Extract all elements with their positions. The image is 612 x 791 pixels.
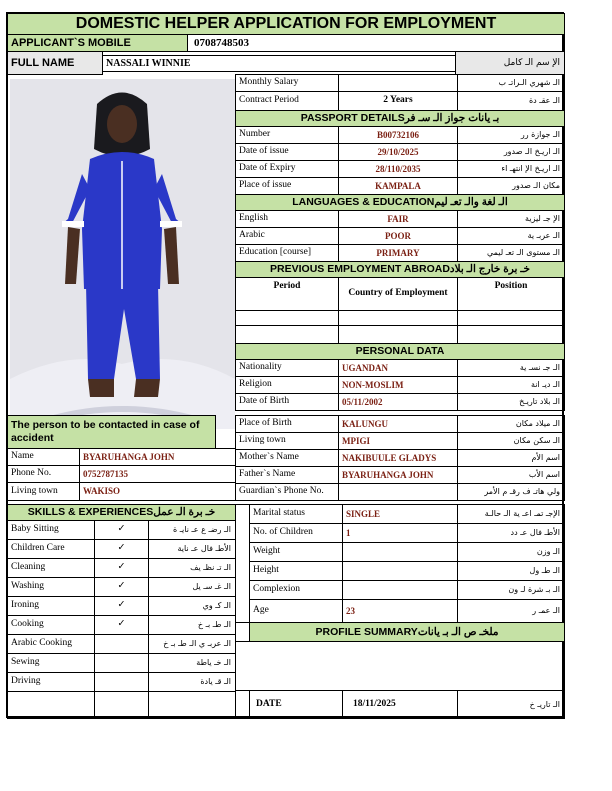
complexion-arabic: الـ بـ شرة لـ ون bbox=[457, 580, 565, 600]
full-name-value: NASSALI WINNIE bbox=[102, 55, 456, 72]
passport-place-value: KAMPALA bbox=[338, 177, 458, 195]
date-arabic: الـ تاريـ خ bbox=[457, 690, 565, 719]
skill-children-care-arabic: الأطـ فال عـ ناية bbox=[148, 539, 236, 559]
emergency-contact-header: The person to be contacted in case of accident bbox=[7, 415, 216, 449]
skill-baby-sitting-check: ✓ bbox=[94, 520, 149, 540]
skill-sewing-label: Sewing bbox=[7, 653, 95, 673]
previous-employment-header: PREVIOUS EMPLOYMENT ABROADخـ برة خارج الـ بلاد bbox=[235, 261, 565, 278]
skill-cleaning-arabic: الـ تـ نظـ يف bbox=[148, 558, 236, 578]
monthly-salary-value bbox=[338, 74, 458, 92]
age-label: Age bbox=[249, 599, 343, 623]
skill-driving-arabic: الـ قـ يادة bbox=[148, 672, 236, 692]
mobile-label: APPLICANT`S MOBILE bbox=[7, 34, 188, 52]
skill-blank-arabic bbox=[148, 691, 236, 719]
passport-place-label: Place of issue bbox=[235, 177, 339, 195]
children-count-arabic: الأطـ فال عـ دد bbox=[457, 523, 565, 543]
skill-baby-sitting-arabic: الـ رضـ ع عـ نايـ ة bbox=[148, 520, 236, 540]
age-value: 23 bbox=[342, 599, 458, 623]
education-value: PRIMARY bbox=[338, 244, 458, 262]
skills-header: SKILLS & EXPERIENCESخـ برة الـ عمل bbox=[7, 504, 236, 521]
marital-status-label: Marital status bbox=[249, 504, 343, 524]
religion-value: NON-MOSLIM bbox=[338, 376, 458, 394]
employment-row-1-period bbox=[235, 310, 339, 326]
passport-issue-date-value: 29/10/2025 bbox=[338, 143, 458, 161]
applicant-photo bbox=[10, 79, 235, 429]
passport-issue-date-label: Date of issue bbox=[235, 143, 339, 161]
date-of-birth-value: 05/11/2002 bbox=[338, 393, 458, 411]
date-spacer-cell bbox=[235, 690, 250, 719]
contract-period-value: 2 Years bbox=[338, 91, 458, 111]
english-label: English bbox=[235, 210, 339, 228]
monthly-salary-arabic: الـ شهري الـراتـ ب bbox=[457, 74, 565, 92]
employment-row-2-country bbox=[338, 325, 458, 344]
applicant-photo-image bbox=[10, 79, 235, 429]
mother-name-label: Mother`s Name bbox=[235, 449, 339, 467]
contact-town-value: WAKISO bbox=[79, 482, 236, 501]
profile-summary-body bbox=[235, 641, 565, 691]
arabic-value: POOR bbox=[338, 227, 458, 245]
personal-data-header: PERSONAL DATA bbox=[235, 343, 565, 360]
skill-cooking-arabic: الـ طـ بـ خ bbox=[148, 615, 236, 635]
arabic-label: Arabic bbox=[235, 227, 339, 245]
skill-ironing-arabic: الـ كـ وي bbox=[148, 596, 236, 616]
nationality-arabic: الـ جـ نسـ ية bbox=[457, 359, 565, 377]
children-count-label: No. of Children bbox=[249, 523, 343, 543]
contract-period-arabic: الـ عقـ دة bbox=[457, 91, 565, 111]
contact-name-label: Name bbox=[7, 448, 80, 466]
application-form bbox=[6, 12, 564, 718]
complexion-value bbox=[342, 580, 458, 600]
education-arabic: الـ مستوى الـ تعـ ليمي bbox=[457, 244, 565, 262]
skill-blank-check bbox=[94, 691, 149, 719]
height-label: Height bbox=[249, 561, 343, 581]
height-arabic: الـ طـ ول bbox=[457, 561, 565, 581]
children-count-value: 1 bbox=[342, 523, 458, 543]
skill-blank-row bbox=[7, 691, 95, 719]
passport-number-value: B00732106 bbox=[338, 126, 458, 144]
mother-name-arabic: اسم الأم bbox=[457, 449, 565, 467]
passport-expiry-label: Date of Expiry bbox=[235, 160, 339, 178]
skill-sewing-check bbox=[94, 653, 149, 673]
summary-spacer-cell bbox=[235, 622, 250, 642]
living-town-value: MPIGI bbox=[338, 432, 458, 450]
country-column-header: Country of Employment bbox=[338, 277, 458, 311]
contract-period-label: Contract Period bbox=[235, 91, 339, 111]
skill-washing-label: Washing bbox=[7, 577, 95, 597]
marital-status-arabic: الإجـ تمـ اعـ ية الـ حالـة bbox=[457, 504, 565, 524]
skill-children-care-label: Children Care bbox=[7, 539, 95, 559]
date-value: 18/11/2025 bbox=[342, 690, 458, 719]
passport-place-arabic: مكان الـ صدور bbox=[457, 177, 565, 195]
skill-cooking-check: ✓ bbox=[94, 615, 149, 635]
profile-summary-header: PROFILE SUMMARYملخـ ص الـ بـ يانات bbox=[249, 622, 565, 642]
skill-baby-sitting-label: Baby Sitting bbox=[7, 520, 95, 540]
guardian-phone-arabic: ولي هاتـ ف رقـ م الأمر bbox=[457, 483, 565, 501]
age-arabic: الـ عمـ ر bbox=[457, 599, 565, 623]
monthly-salary-label: Monthly Salary bbox=[235, 74, 339, 92]
passport-header: PASSPORT DETAILSبـ يانات جواز الـ سـ فر bbox=[235, 110, 565, 127]
contact-phone-label: Phone No. bbox=[7, 465, 80, 483]
skill-ironing-check: ✓ bbox=[94, 596, 149, 616]
guardian-phone-label: Guardian`s Phone No. bbox=[235, 483, 339, 501]
skill-children-care-check: ✓ bbox=[94, 539, 149, 559]
skill-washing-arabic: الـ غـ سـ يل bbox=[148, 577, 236, 597]
form-title: DOMESTIC HELPER APPLICATION FOR EMPLOYMENT bbox=[7, 13, 565, 35]
english-value: FAIR bbox=[338, 210, 458, 228]
religion-label: Religion bbox=[235, 376, 339, 394]
weight-arabic: الـ وزن bbox=[457, 542, 565, 562]
full-name-label: FULL NAME bbox=[7, 51, 103, 75]
education-label: Education [course] bbox=[235, 244, 339, 262]
employment-row-1-country bbox=[338, 310, 458, 326]
nationality-label: Nationality bbox=[235, 359, 339, 377]
passport-number-arabic: الـ جوازة رر bbox=[457, 126, 565, 144]
skill-washing-check: ✓ bbox=[94, 577, 149, 597]
employment-row-2-period bbox=[235, 325, 339, 344]
date-label: DATE bbox=[249, 690, 343, 719]
skill-sewing-arabic: الـ خـ ياطة bbox=[148, 653, 236, 673]
contact-name-value: BYARUHANGA JOHN bbox=[79, 448, 236, 466]
mobile-value: 0708748503 bbox=[187, 34, 565, 52]
contact-town-label: Living town bbox=[7, 482, 80, 501]
period-column-header: Period bbox=[235, 277, 339, 311]
father-name-label: Father`s Name bbox=[235, 466, 339, 484]
date-of-birth-arabic: الـ بلاد تاريـخ bbox=[457, 393, 565, 411]
marital-status-value: SINGLE bbox=[342, 504, 458, 524]
weight-label: Weight bbox=[249, 542, 343, 562]
full-name-arabic: الإ سم الـ كامل bbox=[455, 51, 565, 75]
mother-name-value: NAKIBUULE GLADYS bbox=[338, 449, 458, 467]
skill-arabic-cooking-arabic: الـ عربـ ي الـ طـ بـ خ bbox=[148, 634, 236, 654]
place-of-birth-value: KALUNGU bbox=[338, 415, 458, 433]
place-of-birth-arabic: الـ ميلاد مكان bbox=[457, 415, 565, 433]
weight-value bbox=[342, 542, 458, 562]
passport-issue-date-arabic: الـ اريـخ الـ صدور bbox=[457, 143, 565, 161]
stats-spacer-column bbox=[235, 504, 250, 623]
skill-arabic-cooking-label: Arabic Cooking bbox=[7, 634, 95, 654]
skill-cleaning-label: Cleaning bbox=[7, 558, 95, 578]
languages-header: LANGUAGES & EDUCATIONالـ لغة والـ تعـ ليم bbox=[235, 194, 565, 211]
living-town-label: Living town bbox=[235, 432, 339, 450]
skill-cleaning-check: ✓ bbox=[94, 558, 149, 578]
skill-driving-label: Driving bbox=[7, 672, 95, 692]
employment-row-2-position bbox=[457, 325, 565, 344]
living-town-arabic: الـ سكن مكان bbox=[457, 432, 565, 450]
position-column-header: Position bbox=[457, 277, 565, 311]
skill-ironing-label: Ironing bbox=[7, 596, 95, 616]
employment-row-1-position bbox=[457, 310, 565, 326]
english-arabic: الإ جـ ليزية bbox=[457, 210, 565, 228]
complexion-label: Complexion bbox=[249, 580, 343, 600]
skill-driving-check bbox=[94, 672, 149, 692]
religion-arabic: الـ ديـ انة bbox=[457, 376, 565, 394]
skill-cooking-label: Cooking bbox=[7, 615, 95, 635]
passport-expiry-value: 28/110/2035 bbox=[338, 160, 458, 178]
nationality-value: UGANDAN bbox=[338, 359, 458, 377]
contact-phone-value: 0752787135 bbox=[79, 465, 236, 483]
father-name-arabic: اسم الأب bbox=[457, 466, 565, 484]
date-of-birth-label: Date of Birth bbox=[235, 393, 339, 411]
passport-number-label: Number bbox=[235, 126, 339, 144]
father-name-value: BYARUHANGA JOHN bbox=[338, 466, 458, 484]
height-value bbox=[342, 561, 458, 581]
skill-arabic-cooking-check bbox=[94, 634, 149, 654]
guardian-phone-value bbox=[338, 483, 458, 501]
passport-expiry-arabic: الـ اريـخ الإ انتهـ اء bbox=[457, 160, 565, 178]
arabic-arabic: الـ عربـ ية bbox=[457, 227, 565, 245]
place-of-birth-label: Place of Birth bbox=[235, 415, 339, 433]
